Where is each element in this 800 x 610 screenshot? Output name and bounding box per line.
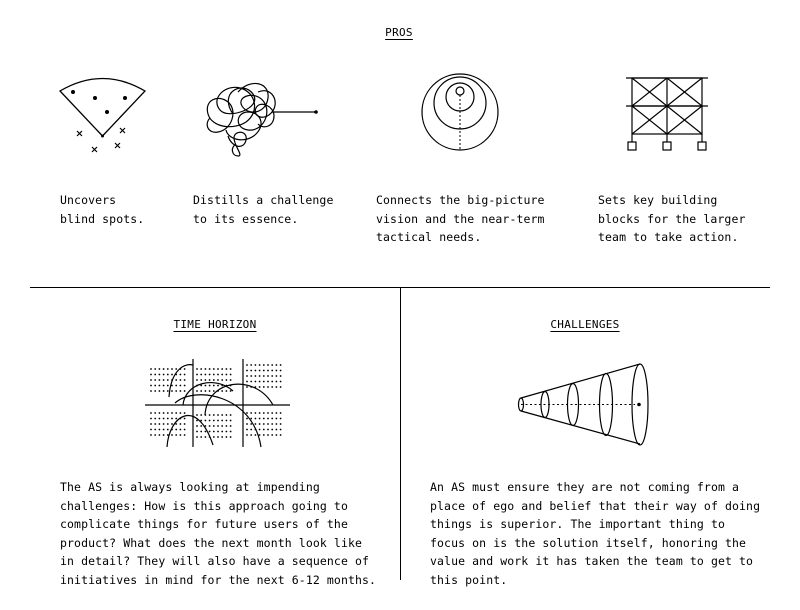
pros-caption-building-blocks: Sets key building blocks for the larger team to take action. (598, 193, 746, 244)
challenges-text: An AS must ensure they are not coming from a place of ego and belief that their way of doing things is superior. The important thing to focus on is the solution itself, honoring the value and work it has taken the team to get to this point. (430, 480, 761, 587)
time-horizon-heading: TIME HORIZON (173, 318, 257, 331)
pros-caption-blind-spots: Uncovers blind spots. (60, 193, 145, 226)
dot-grid-arcs-icon (145, 355, 290, 450)
scatter-field-icon (55, 70, 155, 160)
time-horizon-text: The AS is always looking at impending challenges: How is this approach going to complicate things for future users of the product? What does the next month look like in detail? They will also have a sequence of initiatives in mind for the next 6-12 months. (60, 480, 377, 587)
cone-icon (515, 362, 655, 447)
pros-caption-distills: Distills a challenge to its essence. (193, 193, 334, 226)
challenges-heading: CHALLENGES (550, 318, 620, 331)
concentric-circles-icon (420, 70, 500, 155)
tangled-line-icon (198, 72, 323, 157)
pros-caption-connects: Connects the big-picture vision and the near-term tactical needs. (376, 193, 545, 244)
scaffold-structure-icon (625, 70, 710, 155)
pros-heading: PROS (385, 26, 413, 39)
vertical-divider (400, 287, 401, 580)
